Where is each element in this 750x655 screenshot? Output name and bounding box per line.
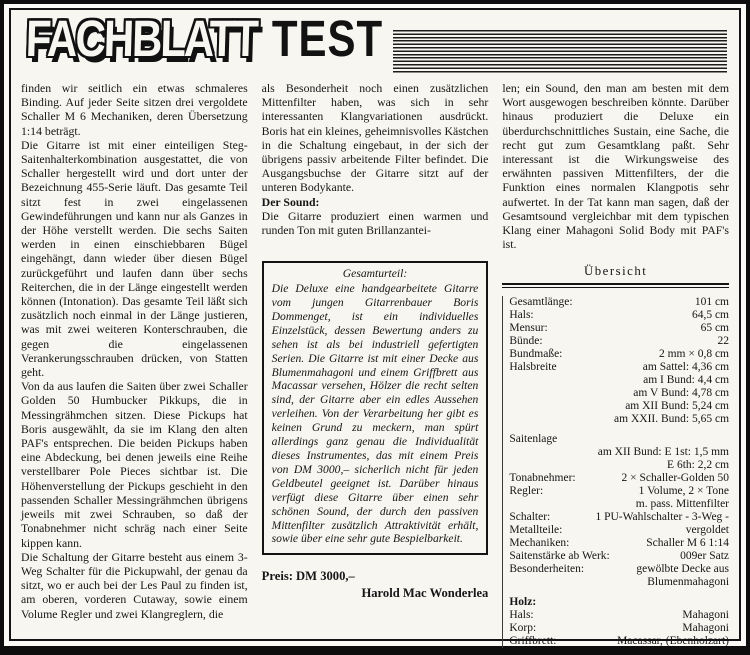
- spec-value: 009er Satz: [680, 550, 730, 563]
- spec-table-row: [509, 348, 729, 361]
- spec-label: Bünde:: [509, 335, 543, 348]
- spec-table-row: [509, 524, 729, 537]
- spec-table-row: [509, 322, 729, 335]
- spec-value: 65 cm: [700, 322, 730, 335]
- spec-table-row: [509, 537, 729, 550]
- spec-table-row: [509, 576, 729, 589]
- spec-value: vergoldet: [685, 524, 730, 537]
- spec-table-row: [509, 550, 729, 563]
- article-columns: [21, 81, 729, 648]
- spec-table: [502, 296, 729, 648]
- spec-table-row: [509, 459, 729, 472]
- spec-value: am XII Bund: E 1st: 1,5 mm: [597, 446, 730, 459]
- spec-label: Hals:: [509, 609, 534, 622]
- article-paragraph: Von da aus laufen die Saiten über zwei Schaller Golden 50 Humbucker Pikkups, die in Messingrähmchen sitzen. Diese Pickups hat Boris ausgewählt, da sie im Klang den alten PAF's entsprechen. Die beiden Pickups haben eine Abdeckung, bei denen jeweils eine Reihe verstellbarer Pole Pieces sichtbar ist. Die Höhenverstellung der Pickups geschieht in den passenden Schaller Messingrähmchen übrigens jeweils mit zwei Schrauben, so daß der Tonabnehmer nicht schräg nach einer Seite kippen kann.: [21, 379, 248, 550]
- verdict-heading: Gesamturteil:: [342, 267, 408, 281]
- price-label: Preis: DM 3000,–: [261, 569, 355, 584]
- spec-label: Saitenlage: [509, 433, 558, 446]
- article-paragraph: Die Gitarre ist mit einer einteiligen Steg-Saitenhalterkombination ausgestattet, die von Schaller hergestellt wird und dort unter der Bezeichnung 455-Serie läuft. Das gesamte Teil sitzt fest in zwei eingelassenen Gewindeführungen und kann nur als Ganzes in der Höhe verstellt werden. Die sechs Saiten werden in einen einschiebbaren Bügel eingehängt, dann wieder über diesen Bügel zurückgeführt und laufen dann über sechs Reiterchen, die in der Länge eingestellt werden können (Intonation). Das gesamte Teil läßt sich zusätzlich noch einmal in der Länge justieren, was mit zwei weiteren Konterschrauben, die gegen die eingelassenen Verankerungsschrauben drücken, von Statten geht.: [21, 137, 248, 380]
- spec-label: Hals:: [509, 309, 534, 322]
- article-paragraph: finden wir seitlich ein etwas schmaleres Binding. Auf jeder Seite sitzen drei vergoldete Schaller M 6 Mechaniken, deren Übersetzung 1:14 beträgt.: [21, 81, 248, 138]
- spec-table-row: [509, 563, 729, 576]
- spec-table-row: [509, 335, 729, 348]
- spec-label: Griffbrett:: [509, 635, 557, 648]
- spec-table-row: [509, 485, 729, 498]
- verdict-box: [262, 261, 489, 555]
- spec-table-row: [509, 622, 729, 635]
- spec-table-row: [509, 511, 729, 524]
- spec-table-row: [509, 361, 729, 374]
- article-paragraph: len; ein Sound, den man am besten mit dem Wort ausgewogen beschreiben könnte. Darüber hinaus produziert die Deluxe ein überdurchschnittliches Sustain, eine Sache, die recht gut zum Gesamtklang paßt. Sehr interessant ist die Wirkungsweise des erwähnten passiven Mittenfilters, der die Funktion eines normalen Klangpotis sehr aufwertet. In der Tat kann man sagen, daß der Gesamtsound vergleichbar mit dem typischen Klang einer Mahagoni Solid Body mit PAF's ist.: [502, 81, 730, 252]
- spec-value: 2 × Schaller-Golden 50: [621, 472, 730, 485]
- article-paragraph: Die Schaltung der Gitarre besteht aus einem 3-Weg Schalter für die Pickupwahl, der genau da sitzt, wo er auch bei der Les Paul zu finden ist, am oberen, vorderen Cutaway, sowie einem Volume Regler und zwei Klangreglern, die: [21, 549, 248, 621]
- test-logo-text: TEST: [271, 9, 384, 67]
- spec-table-row: [509, 309, 729, 322]
- spec-table-row: [509, 635, 729, 648]
- article-paragraph: Die Gitarre produziert einen warmen und runden Ton mit guten Brillanzantei-: [261, 208, 489, 238]
- spec-value: am Sattel: 4,36 cm: [642, 361, 730, 374]
- logo: [25, 9, 384, 68]
- spec-table-row: [509, 498, 729, 511]
- spec-value: Blumenmahagoni: [647, 576, 730, 589]
- spec-table-row: [509, 400, 729, 413]
- spec-value: am V Bund: 4,78 cm: [633, 387, 730, 400]
- spec-value: Mahagoni: [682, 609, 730, 622]
- spec-value: 64,5 cm: [691, 309, 730, 322]
- spec-value: 22: [717, 335, 730, 348]
- spec-value: Macassar, (Ebenholzart): [617, 635, 730, 648]
- spec-label: Schalter:: [509, 511, 551, 524]
- spec-table-row: [509, 387, 729, 400]
- spec-table-row: [509, 296, 729, 309]
- spec-label: Holz:: [509, 596, 537, 609]
- spec-table-row: [509, 446, 729, 459]
- spec-value: gewölbte Decke aus: [636, 563, 730, 576]
- spec-label: Besonderheiten:: [509, 563, 585, 576]
- overview-title: Übersicht: [584, 264, 648, 279]
- spec-table-row: [509, 596, 729, 609]
- spec-label: Saitenstärke ab Werk:: [509, 550, 610, 563]
- author-name: Harold Mac Wonderlea: [361, 586, 489, 601]
- fachblatt-logo-text: FACHBLATT: [25, 9, 258, 67]
- spec-value: am I Bund: 4,4 cm: [643, 374, 730, 387]
- article-column-left: [21, 81, 248, 648]
- price-block: [262, 568, 489, 602]
- spec-table-row: [509, 472, 729, 485]
- article-column-right: [502, 81, 729, 648]
- overview-section: [502, 264, 729, 648]
- spec-label: Korp:: [509, 622, 537, 635]
- spec-label: Mensur:: [509, 322, 548, 335]
- sound-section-heading: Der Sound:: [261, 194, 320, 209]
- spec-table-row: [509, 413, 729, 426]
- spec-value: E 6th: 2,2 cm: [667, 459, 730, 472]
- masthead: [21, 9, 729, 76]
- spec-label: Metallteile:: [509, 524, 563, 537]
- spec-label: Regler:: [509, 485, 544, 498]
- page-inner-frame: [9, 8, 741, 648]
- spec-table-row: [509, 433, 729, 446]
- overview-divider: [502, 283, 729, 289]
- spec-value: am XXII. Bund: 5,65 cm: [614, 413, 730, 426]
- article-paragraph: als Besonderheit noch einen zusätzlichen Mittenfilter haben, was sich in sehr interessanten Klangvariationen ausdrückt. Boris hat ein kleines, geheimnisvolles Kästchen in die Schaltung eingebaut, in der sich der übrigens passiv arbeitende Filter befindet. Die Ausgangsbuchse der Gitarre sitzt auf der unteren Bodykante.: [261, 81, 489, 195]
- spec-value: am XII Bund: 5,24 cm: [625, 400, 730, 413]
- spec-table-row: [509, 609, 729, 622]
- spec-label: Halsbreite: [509, 361, 557, 374]
- header-stripes-pattern: [393, 30, 727, 74]
- spec-value: m. pass. Mittenfilter: [635, 498, 730, 511]
- spec-label: Bundmaße:: [509, 348, 563, 361]
- spec-value: Mahagoni: [682, 622, 730, 635]
- spec-label: Gesamtlänge:: [509, 296, 573, 309]
- spec-label: Mechaniken:: [509, 537, 570, 550]
- spec-value: 1 Volume, 2 × Tone: [638, 485, 730, 498]
- spec-value: 101 cm: [694, 296, 730, 309]
- spec-value: 2 mm × 0,8 cm: [658, 348, 730, 361]
- article-column-middle: [262, 81, 489, 648]
- spec-value: Schaller M 6 1:14: [646, 537, 730, 550]
- spec-label: Tonabnehmer:: [509, 472, 576, 485]
- spec-value: 1 PU-Wahlschalter - 3-Weg -: [595, 511, 730, 524]
- verdict-text: Die Deluxe eine handgearbeitete Gitarre vom jungen Gitarrenbauer Boris Dommenget, ist ein individuelles Einzelstück, dessen Bewertung anders zu sehen ist als bei industriell gefertigten Serien. Die Gitarre ist mit einer Decke aus Blumenmahagoni und einem Griffbrett aus Macassar versehen, Hölzer die recht selten sind, der Gitarre aber ein edles Aussehen verleihen. Von der Verarbeitung her gibt es keinen Grund zu meckern, man spürt allerdings ganz genau die Individualität dieses Instrumentes, das mit einem Preis von DM 3000,– sicherlich nicht für jeden Geldbeutel geeignet ist. Darüber hinaus verfügt diese Gitarre über einen sehr schönen Sound, der durch den passiven Mittenfilter zusätzlich Attraktivität erhält, sowie über eine sehr gute Bespielbarkeit.: [271, 282, 479, 546]
- spec-table-row: [509, 374, 729, 387]
